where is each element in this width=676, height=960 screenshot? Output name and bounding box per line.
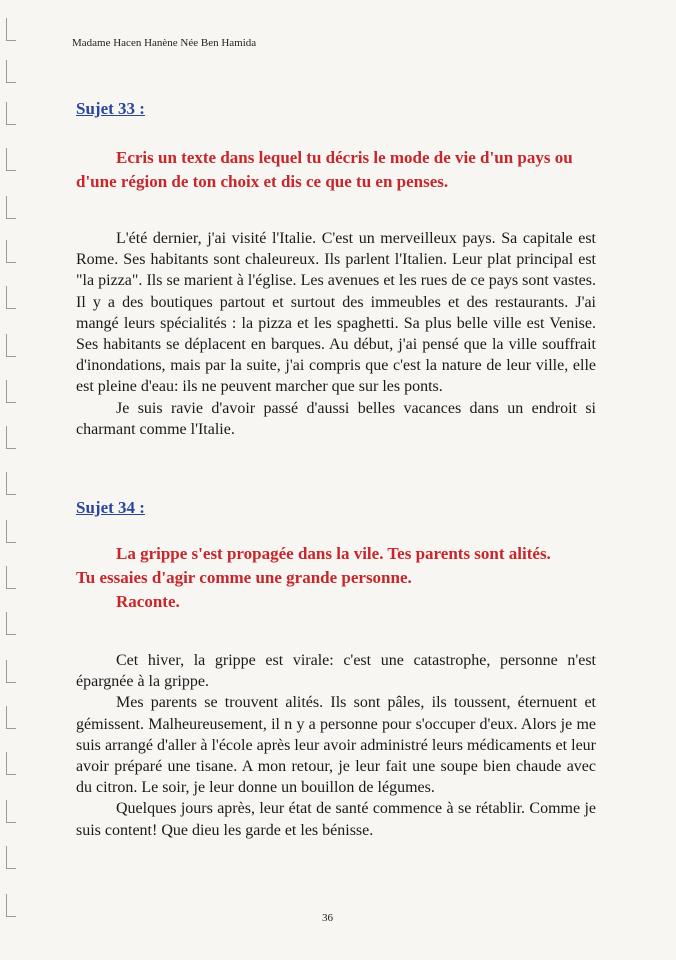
sujet-33-title: Sujet 33 : bbox=[76, 99, 145, 118]
prompt-line: Raconte. bbox=[116, 592, 180, 611]
paragraph: Quelques jours après, leur état de santé commence à se rétablir. Comme je suis content! Que dieu les garde et les bénisse. bbox=[76, 800, 596, 839]
paragraph: L'été dernier, j'ai visité l'Italie. C'est un merveilleux pays. Sa capitale est Rome. Ses habitants sont chaleureux. Ils parlent l'Italien. Leur plat principal est "la pizza". Ils se marient à l'église. Les avenues et les rues de ce pays sont vastes. Il y a des boutiques partout et surtout des immeubles et des restaurants. J'ai mangé leurs spécialités : la pizza et les spaghetti. Sa plus belle ville est Venise. Ses habitants se déplacent en barques. Au début, j'ai pensé que la ville souffrait d'inondations, mais par la suite, j'ai compris que c'est la nature de leur ville, elle est pleine d'eau: ils ne peuvent marcher que sur les ponts. bbox=[76, 230, 596, 396]
paragraph: Mes parents se trouvent alités. Ils sont pâles, ils toussent, éternuent et gémissent. Malheureusement, il n y a personne pour s'occuper d'eux. Alors je me suis arrangé d'aller à l'école après leur avoir administré leurs médicaments et leur avoir préparé une tisane. A mon retour, je leur fait une soupe bien chaude avec du citron. Le soir, je leur donne un bouillon de légumes. bbox=[76, 694, 596, 797]
paragraph: Cet hiver, la grippe est virale: c'est une catastrophe, personne n'est épargnée à la grippe. bbox=[76, 652, 596, 691]
sujet-33-prompt: Ecris un texte dans lequel tu décris le mode de vie d'un pays ou d'une région de ton choix et dis ce que tu en penses. bbox=[76, 148, 573, 191]
sujet-34-prompt bbox=[76, 542, 616, 614]
paragraph: Je suis ravie d'avoir passé d'aussi belles vacances dans un endroit si charmant comme l'Italie. bbox=[76, 399, 596, 438]
sujet-34-title: Sujet 34 : bbox=[76, 498, 145, 517]
sujet-33-text bbox=[76, 228, 596, 440]
binder-margin bbox=[6, 0, 20, 960]
author-header: Madame Hacen Hanène Née Ben Hamida bbox=[72, 37, 257, 49]
prompt-line: La grippe s'est propagée dans la vile. Tes parents sont alités. bbox=[116, 544, 551, 563]
page-number: 36 bbox=[322, 912, 333, 924]
prompt-line: Tu essaies d'agir comme une grande personne. bbox=[76, 568, 412, 587]
sujet-34-text bbox=[76, 650, 596, 841]
